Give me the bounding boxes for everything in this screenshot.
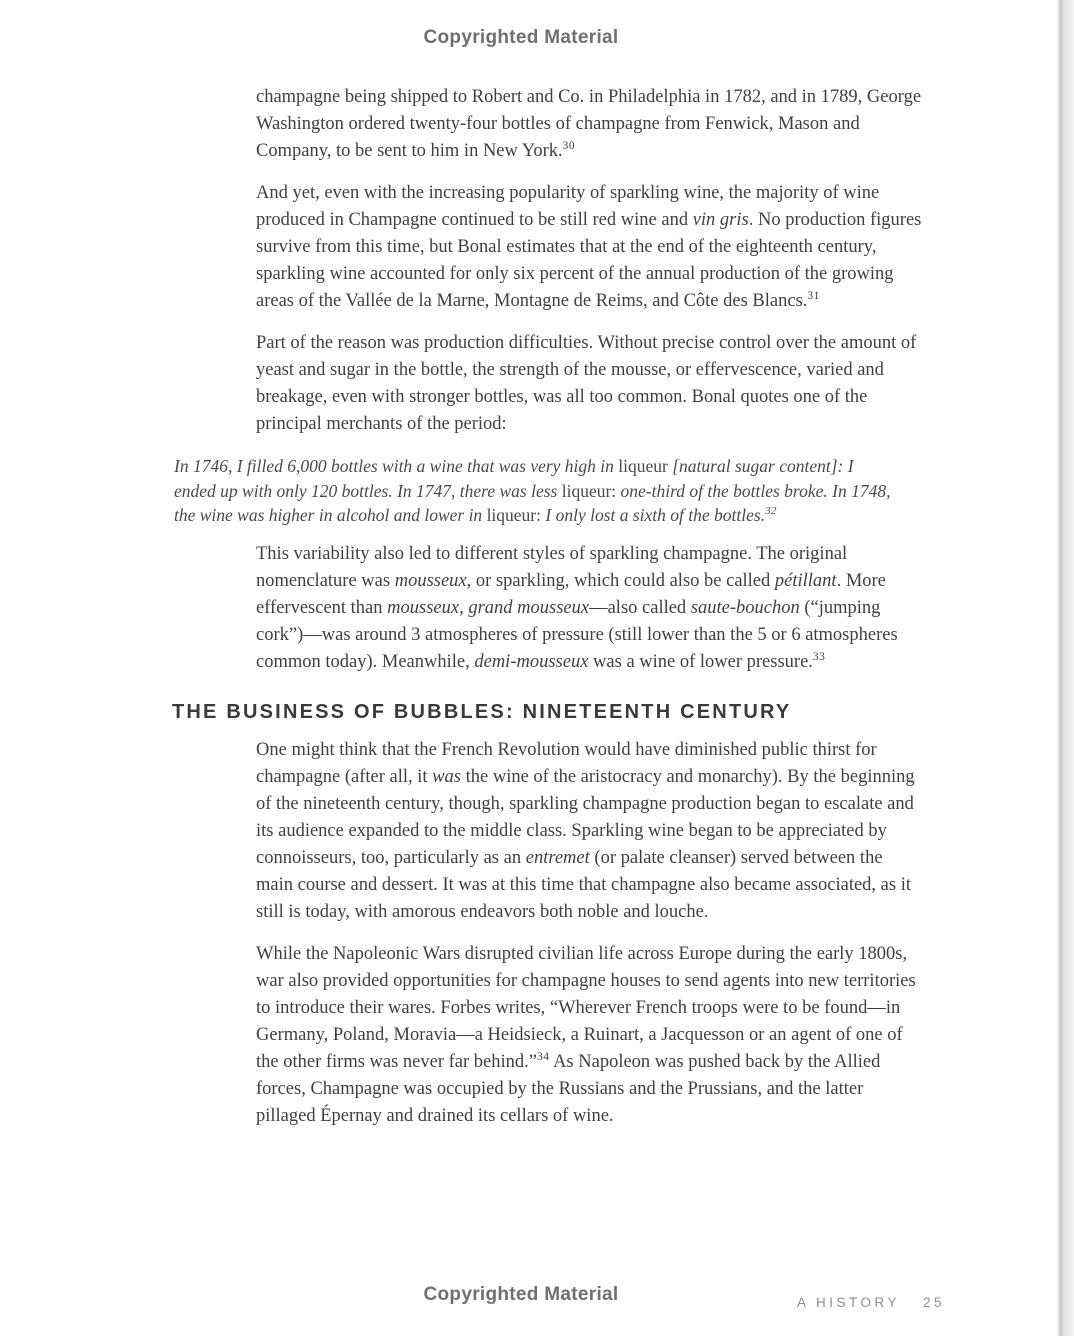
page-edge-shadow — [1057, 0, 1074, 1336]
text-segment: In 1746, I filled 6,000 bottles with a wine that was very high in — [174, 456, 619, 476]
section-heading: THE BUSINESS OF BUBBLES: NINETEENTH CENTURY — [172, 700, 792, 723]
paragraph — [256, 541, 924, 676]
text-segment: (“jumping cork”)—was around 3 atmospheres of pressure (still lower than the 5 or 6 atmospheres common today). Meanwhile, — [256, 597, 898, 672]
text-segment: saute-bouchon — [690, 597, 800, 618]
text-segment: Part of the reason was production difficulties. Without precise control over the amount of yeast and sugar in the bottle, the strength of the mousse, or effervescence, varied and breakage, even with stronger bottles, was all too common. Bonal quotes one of the principal merchants of the period: — [256, 333, 917, 434]
footnote-ref: 30 — [562, 139, 576, 152]
paragraph — [256, 180, 924, 315]
footnote-ref: 32 — [765, 505, 777, 518]
block-quote — [174, 454, 896, 528]
text-segment: champagne being shipped to Robert and Co. in Philadelphia in 1782, and in 1789, George Washington ordered twenty-four bottles of champagne from Fenwick, Mason and Company, to be sent to him in New York. — [256, 87, 922, 161]
text-segment: vin gris — [692, 210, 749, 230]
text-segment: , or sparkling, which could also be called — [466, 570, 775, 591]
text-segment: While the Napoleonic Wars disrupted civilian life across Europe during the early 1800s, war also provided opportunities for champagne houses to send agents into new territories to introduce their wares. Forbes writes, “Wherever French troops were to be found—in Germany, Poland, Moravia—a Heidsieck, a Ruinart, a Jacquesson or an agent of one of the other firms was never far behind.” — [256, 943, 916, 1072]
text-segment: (or palate cleanser) served between the main course and dessert. It was at this time that champagne also became associated, as it still is today, with amorous endeavors both noble and louche. — [256, 847, 911, 922]
text-segment: entremet — [525, 847, 590, 868]
text-segment: I only lost a sixth of the bottles. — [541, 505, 766, 525]
running-title: A HISTORY — [797, 1295, 901, 1310]
text-segment: This variability also led to different styles of sparkling champagne. The original nomenclature was — [256, 543, 848, 591]
text-segment: . More effervescent than — [256, 570, 886, 618]
text-segment: —also called — [589, 597, 691, 618]
text-segment: mousseux, grand mousseux — [387, 597, 590, 618]
text-segment: One might think that the French Revolution would have diminished public thirst for champagne (after all, it — [256, 739, 877, 787]
text-segment: demi-mousseux — [474, 651, 589, 672]
text-segment: liqueur: — [486, 505, 541, 525]
text-segment: mousseux — [394, 570, 467, 591]
text-segment: was — [432, 766, 461, 787]
text-segment: one-third of the bottles broke. In 1748, the wine was higher in alcohol and lower in — [174, 480, 891, 525]
copyright-notice-top: Copyrighted Material — [423, 27, 619, 48]
text-segment: liqueur — [618, 456, 668, 476]
footnote-ref: 34 — [537, 1050, 550, 1063]
text-segment: As Napoleon was pushed back by the Allied forces, Champagne was occupied by the Russians and the Prussians, and the latter pillaged Épernay and drained its cellars of wine. — [256, 1051, 881, 1126]
copyright-notice-bottom: Copyrighted Material — [423, 1284, 619, 1305]
page-content — [172, 84, 924, 1145]
text-segment: liqueur: — [561, 480, 617, 501]
footnote-ref: 31 — [807, 289, 820, 302]
text-segment: [natural sugar content]: I ended up with only 120 bottles. In 1747, there was less — [174, 456, 854, 501]
text-segment: And yet, even with the increasing popularity of sparkling wine, the majority of wine produced in Champagne continued to be still red wine and — [256, 183, 880, 230]
page-number: 25 — [923, 1295, 946, 1310]
paragraph — [256, 737, 924, 926]
paragraph — [256, 330, 924, 438]
footnote-ref: 33 — [812, 650, 826, 663]
text-segment: pétillant — [774, 570, 837, 591]
paragraph — [256, 84, 924, 165]
text-segment: . No production figures survive from this time, but Bonal estimates that at the end of the eighteenth century, sparkling wine accounted for only six percent of the annual production of the growing areas of the Vallée de la Marne, Montagne de Reims, and Côte des Blancs. — [256, 210, 922, 311]
running-footer — [797, 1295, 945, 1310]
text-segment: the wine of the aristocracy and monarchy). By the beginning of the nineteenth century, though, sparkling champagne production began to escalate and its audience expanded to the middle class. Sparkling wine began to be appreciated by connoisseurs, too, particularly as an — [256, 766, 915, 868]
text-segment: was a wine of lower pressure. — [588, 651, 813, 672]
paragraph — [256, 941, 924, 1130]
